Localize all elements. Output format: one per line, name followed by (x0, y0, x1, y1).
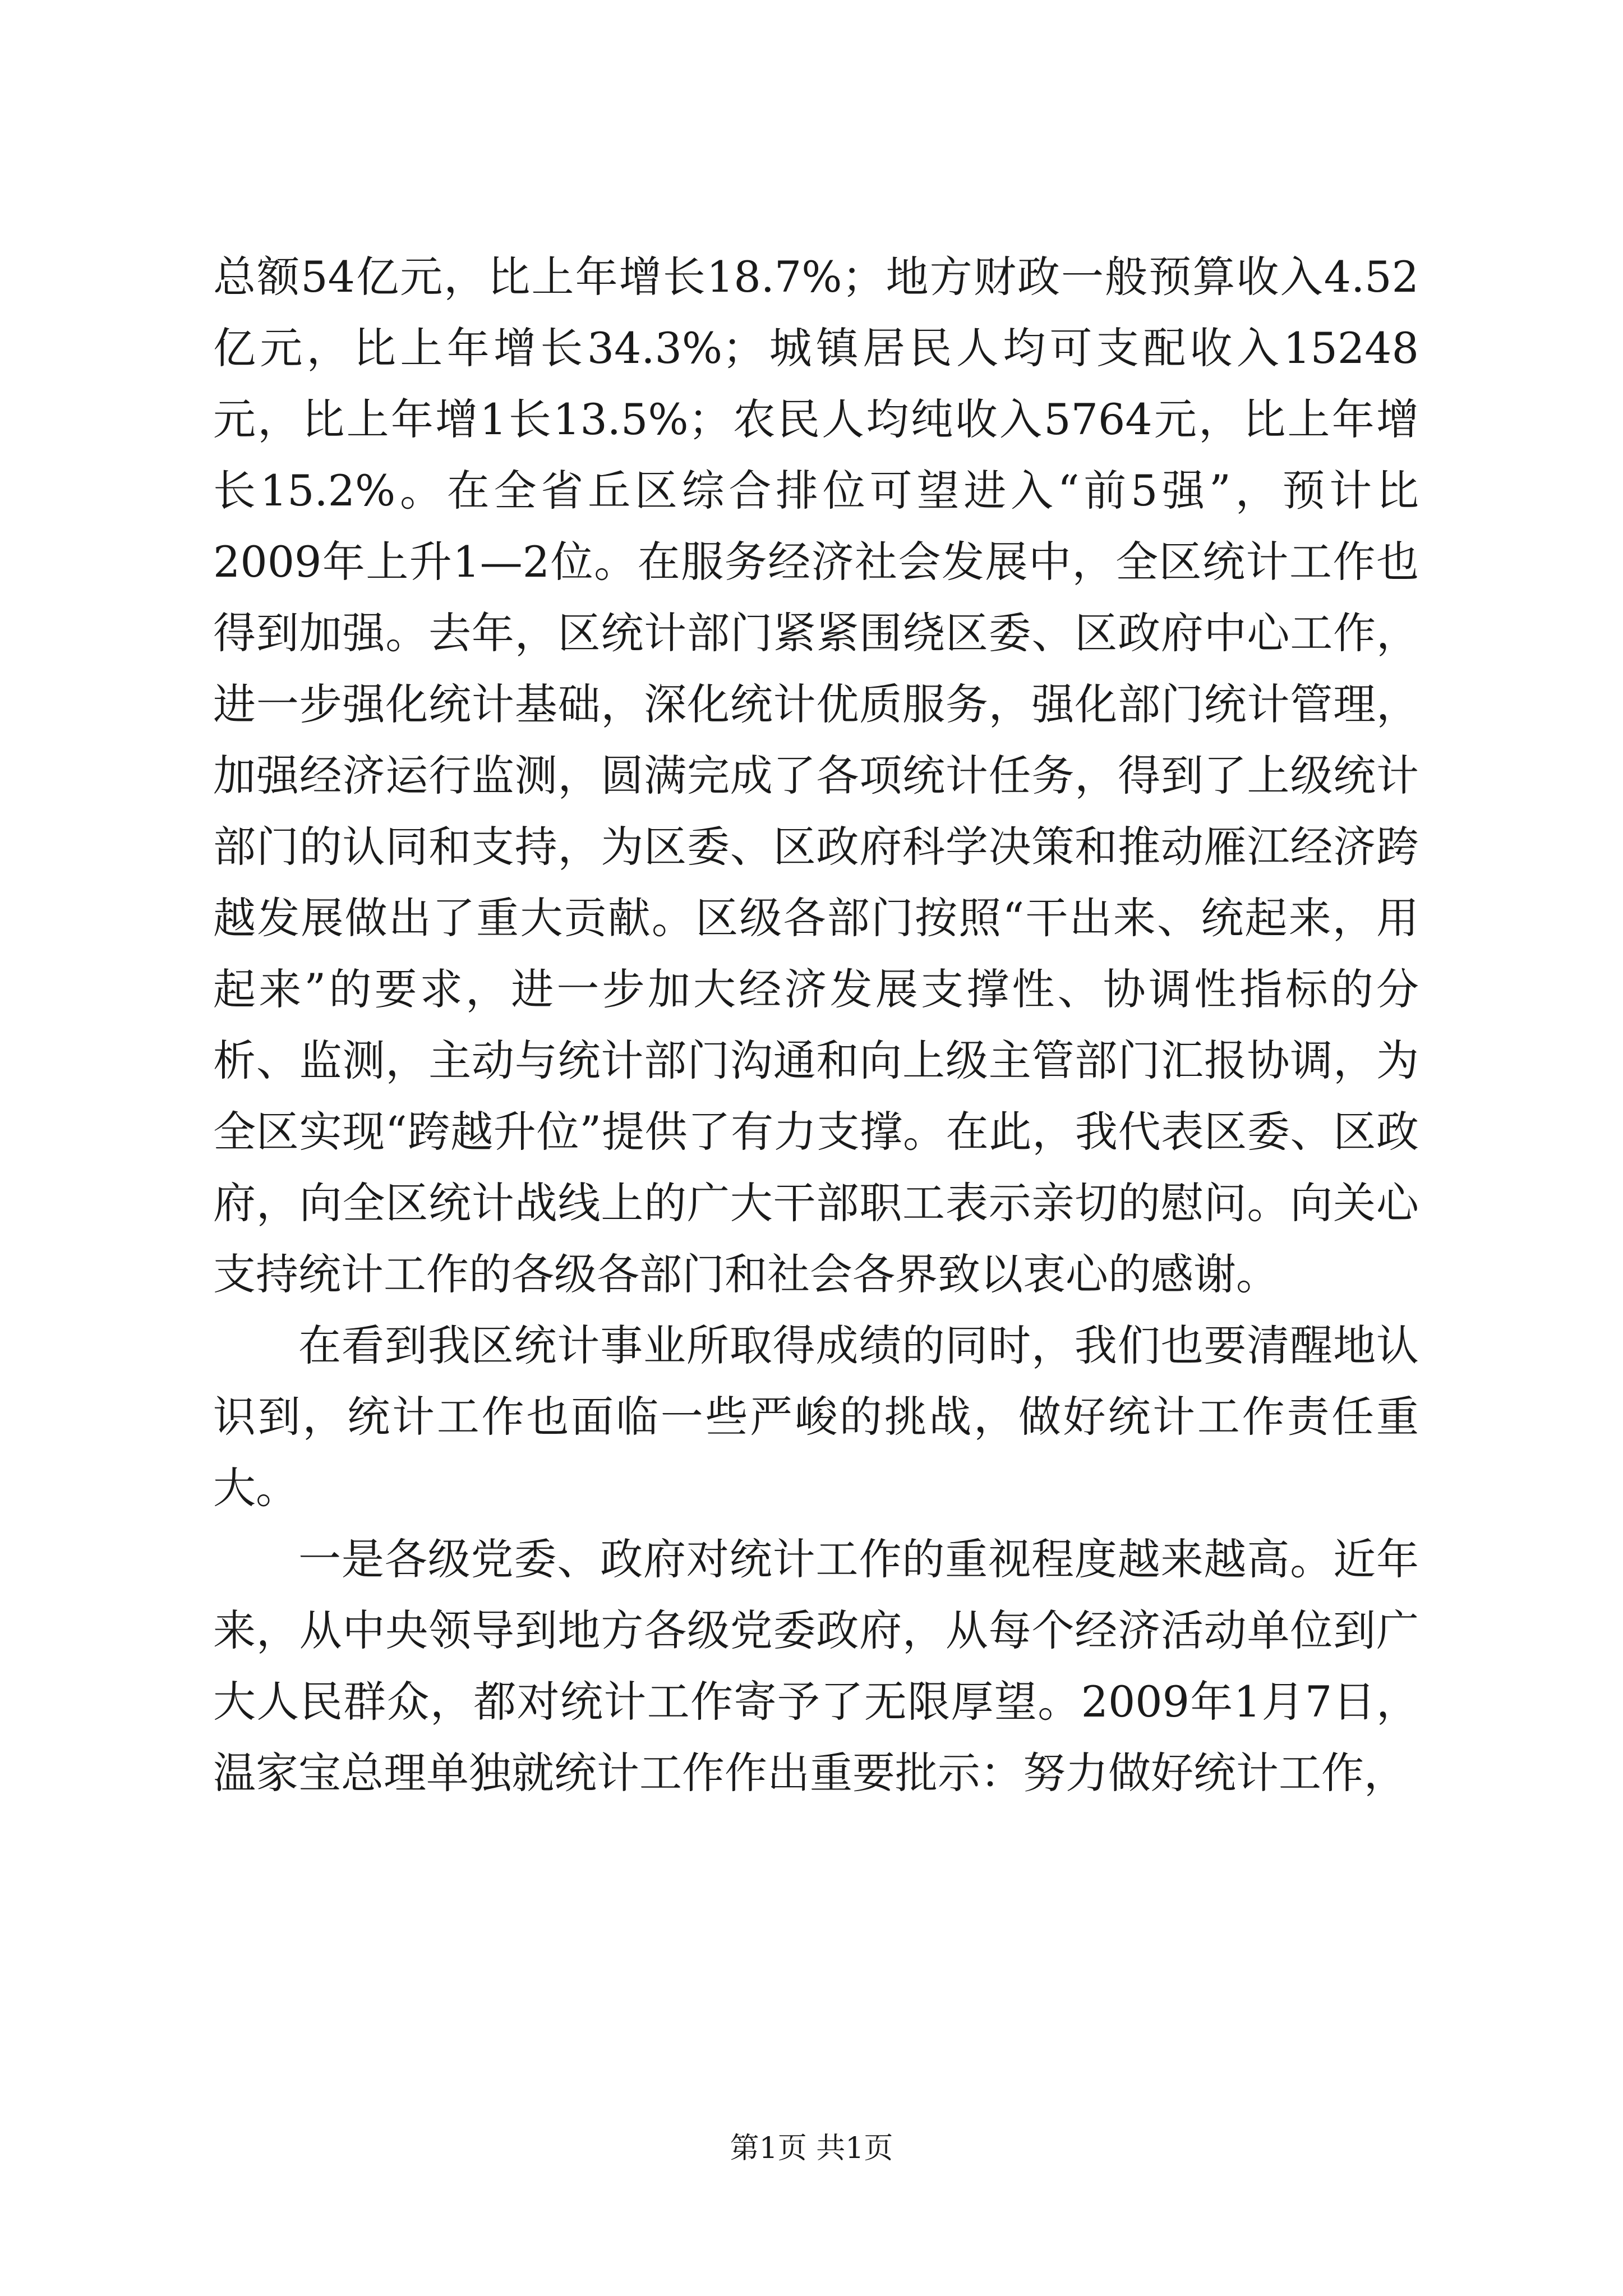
page-footer: 第1页 共1页 (730, 2132, 893, 2165)
paragraph-3: 一是各级党委、政府对统计工作的重视程度越来越高。近年来，从中央领导到地方各级党委政府，从每个经济活动单位到广大人民群众，都对统计工作寄予了无限厚望。2009年1月7日，温家宝总理单独就统计工作作出重要批示：努力做好统计工作， (213, 1534, 1419, 1798)
paragraph-2: 在看到我区统计事业所取得成绩的同时，我们也要清醒地认识到，统计工作也面临一些严峻的挑战，做好统计工作责任重大。 (213, 1320, 1419, 1513)
document-body (213, 241, 1419, 1809)
paragraph-1: 总额54亿元，比上年增长18.7%；地方财政一般预算收入4.52亿元，比上年增长34.3%；城镇居民人均可支配收入15248元，比上年增1长13.5%；农民人均纯收入5764元，比上年增长15.2%。在全省丘区综合排位可望进入“前5强”，预计比2009年上升1—2位。在服务经济社会发展中，全区统计工作也得到加强。去年，区统计部门紧紧围绕区委、区政府中心工作，进一步强化统计基础，深化统计优质服务，强化部门统计管理，加强经济运行监测，圆满完成了各项统计任务，得到了上级统计部门的认同和支持，为区委、区政府科学决策和推动雁江经济跨越发展做出了重大贡献。区级各部门按照“干出来、统起来，用起来”的要求，进一步加大经济发展支撑性、协调性指标的分析、监测，主动与统计部门沟通和向上级主管部门汇报协调，为全区实现“跨越升位”提供了有力支撑。在此，我代表区委、区政府，向全区统计战线上的广大干部职工表示亲切的慰问。向关心支持统计工作的各级各部门和社会各界致以衷心的感谢。 (213, 252, 1419, 1299)
